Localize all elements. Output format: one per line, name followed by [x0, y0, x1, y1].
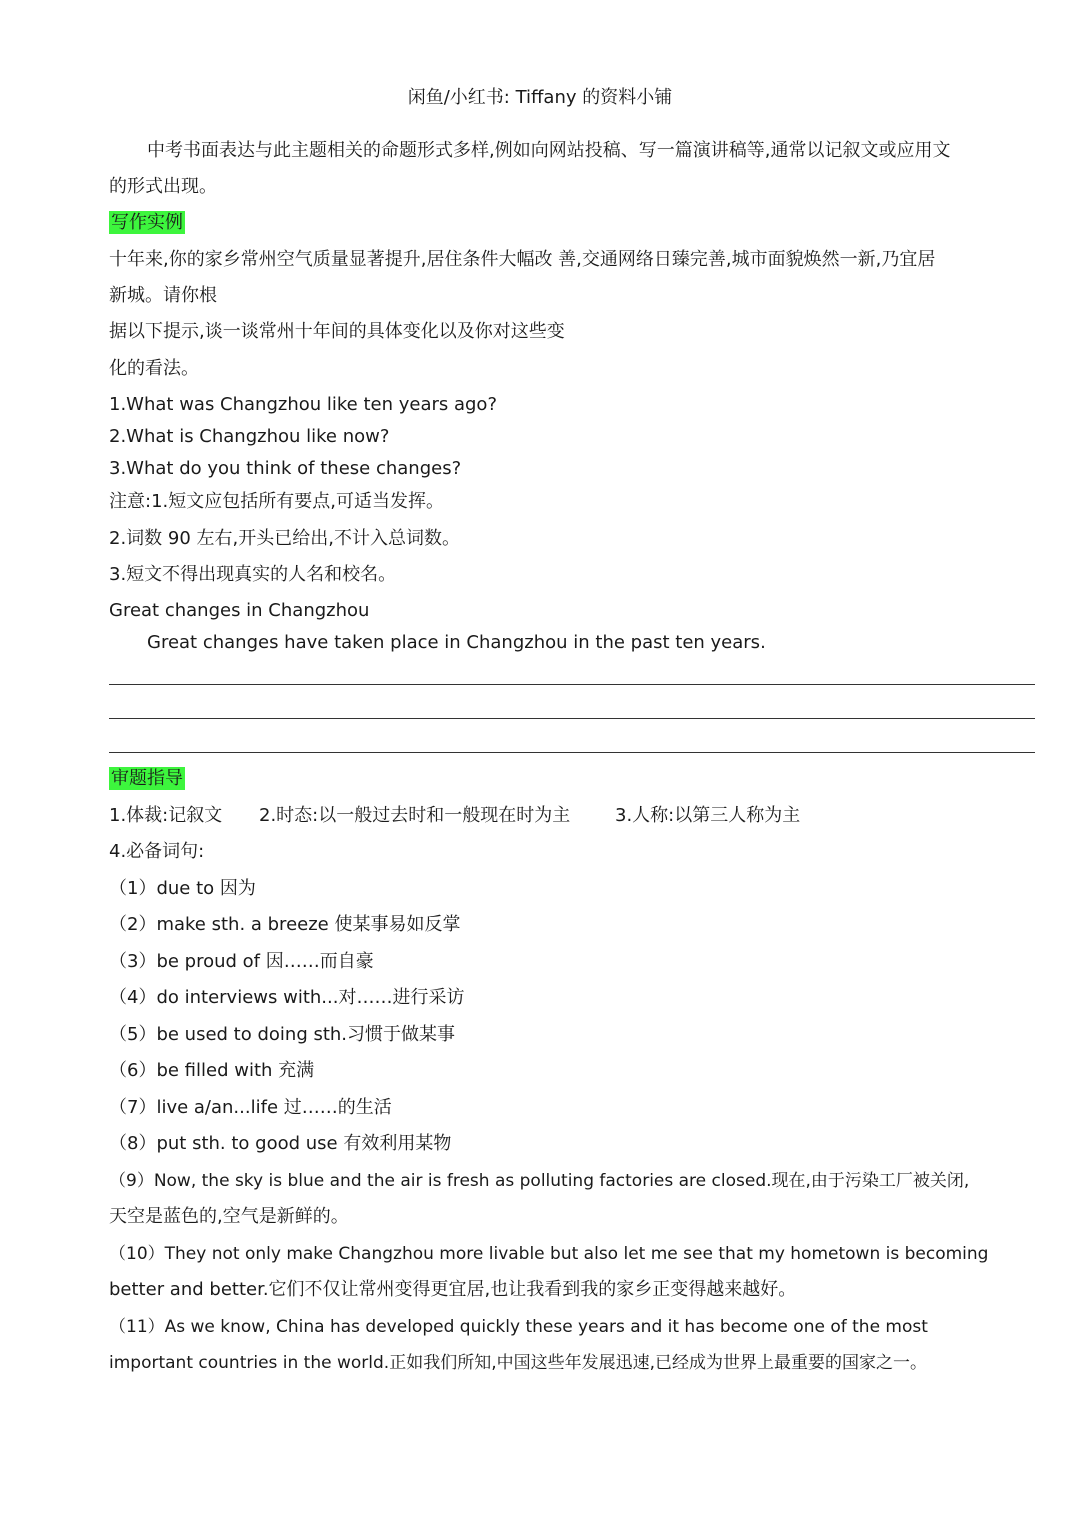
- prompt-line-2: 新城。请你根: [109, 285, 217, 306]
- answer-line-1: [109, 684, 1035, 685]
- prompt-line-4: 化的看法。: [109, 358, 199, 379]
- phrase-8: （8）put sth. to good use 有效利用某物: [109, 1133, 452, 1154]
- note-1: 注意:1.短文应包括所有要点,可适当发挥。: [109, 491, 444, 512]
- intro-line-2: 的形式出现。: [109, 176, 217, 197]
- guide-person: 3.人称:以第三人称为主: [615, 805, 801, 826]
- question-3: 3.What do you think of these changes?: [109, 458, 462, 479]
- question-1: 1.What was Changzhou like ten years ago?: [109, 394, 498, 415]
- question-2: 2.What is Changzhou like now?: [109, 426, 390, 447]
- essay-title: Great changes in Changzhou: [109, 600, 370, 621]
- phrase-4: （4）do interviews with...对……进行采访: [109, 987, 465, 1008]
- sentence-10-line-2: better and better.它们不仅让常州变得更宜居,也让我看到我的家乡正变得越来越好。: [109, 1279, 797, 1300]
- phrase-7: （7）live a/an...life 过……的生活: [109, 1097, 392, 1118]
- prompt-line-3: 据以下提示,谈一谈常州十年间的具体变化以及你对这些变: [109, 321, 565, 342]
- highlight-writing-example: 写作实例: [111, 212, 183, 233]
- answer-line-3: [109, 752, 1035, 753]
- section-title-analysis-guide: [109, 767, 185, 791]
- phrase-6: （6）be filled with 充满: [109, 1060, 315, 1081]
- page-header: 闲鱼/小红书: Tiffany 的资料小铺: [407, 87, 673, 108]
- guide-genre: 1.体裁:记叙文: [109, 805, 223, 826]
- guide-phrases-label: 4.必备词句:: [109, 841, 205, 862]
- section-title-writing-example: [109, 211, 185, 235]
- phrase-1: （1）due to 因为: [109, 878, 256, 899]
- intro-line-1: 中考书面表达与此主题相关的命题形式多样,例如向网站投稿、写一篇演讲稿等,通常以记叙文或应用文: [147, 140, 951, 161]
- phrase-5: （5）be used to doing sth.习惯于做某事: [109, 1024, 456, 1045]
- guide-tense: 2.时态:以一般过去时和一般现在时为主: [259, 805, 571, 826]
- sentence-10-line-1: （10）They not only make Changzhou more livable but also let me see that my hometown is becoming: [109, 1244, 989, 1264]
- sentence-11-line-1: （11）As we know, China has developed quickly these years and it has become one of the most: [109, 1317, 928, 1337]
- note-2: 2.词数 90 左右,开头已给出,不计入总词数。: [109, 528, 460, 549]
- phrase-2: （2）make sth. a breeze 使某事易如反掌: [109, 914, 461, 935]
- essay-opening: Great changes have taken place in Changzhou in the past ten years.: [147, 632, 766, 653]
- prompt-line-1: 十年来,你的家乡常州空气质量显著提升,居住条件大幅改 善,交通网络日臻完善,城市面貌焕然一新,乃宜居: [109, 249, 936, 270]
- sentence-9-line-2: 天空是蓝色的,空气是新鲜的。: [109, 1206, 349, 1227]
- sentence-11-line-2: important countries in the world.正如我们所知,中国这些年发展迅速,已经成为世界上最重要的国家之一。: [109, 1353, 928, 1373]
- phrase-3: （3）be proud of 因……而自豪: [109, 951, 374, 972]
- note-3: 3.短文不得出现真实的人名和校名。: [109, 564, 397, 585]
- answer-line-2: [109, 718, 1035, 719]
- sentence-9-line-1: （9）Now, the sky is blue and the air is fresh as polluting factories are closed.现在,由于污染工厂被关闭,: [109, 1171, 970, 1191]
- highlight-analysis-guide: 审题指导: [111, 768, 183, 789]
